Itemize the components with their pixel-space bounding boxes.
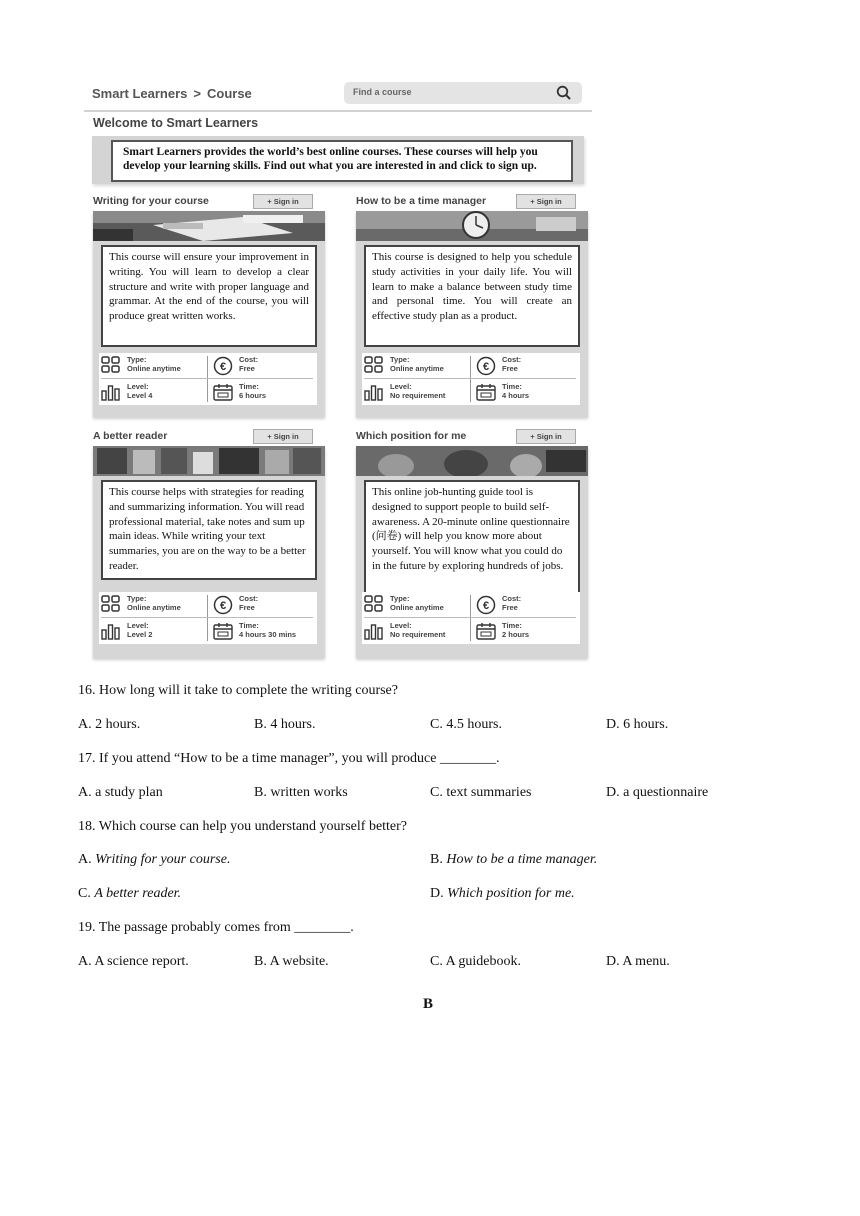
stat-value: Free [239, 603, 255, 612]
grid-icon [101, 595, 121, 613]
course-header-which-position [356, 429, 588, 445]
webpage-screenshot [84, 72, 596, 664]
page-title: Welcome to Smart Learners [93, 116, 259, 130]
divider [207, 595, 208, 641]
option-b[interactable]: B. A website. [254, 954, 329, 969]
stat-value: Online anytime [127, 364, 181, 373]
option-c[interactable]: C. 4.5 hours. [430, 717, 502, 732]
euro-icon [476, 595, 496, 615]
course-card-writing [93, 211, 325, 417]
question-16: 16. How long will it take to complete the writing course? [78, 683, 398, 698]
stat-value: 2 hours [502, 630, 530, 639]
course-title: A better reader [93, 430, 168, 442]
course-header-time-manager [356, 194, 588, 210]
option-letter: B. [430, 852, 443, 867]
course-card-better-reader [93, 446, 325, 658]
course-stats [362, 353, 580, 405]
stat-label: Type: [127, 594, 147, 603]
option-a[interactable] [78, 852, 230, 868]
stat-value: Online anytime [127, 603, 181, 612]
stat-label: Type: [390, 594, 410, 603]
sign-in-button[interactable]: + Sign in [516, 194, 576, 209]
course-header-writing [93, 194, 325, 210]
course-stats [99, 353, 317, 405]
stat-level [99, 619, 205, 643]
option-b[interactable]: B. written works [254, 785, 348, 800]
stat-label: Cost: [502, 594, 522, 603]
grid-icon [101, 356, 121, 374]
stat-label: Time: [502, 621, 522, 630]
calendar-icon [213, 622, 233, 640]
option-text: A better reader. [94, 886, 182, 901]
svg-text:€: € [482, 600, 490, 612]
stat-value: Free [502, 603, 518, 612]
sign-in-button[interactable]: + Sign in [253, 194, 313, 209]
stat-value: Online anytime [390, 603, 444, 612]
divider [364, 617, 576, 618]
euro-icon [213, 356, 233, 376]
bar-chart-icon [364, 383, 384, 401]
stat-cost [474, 353, 580, 377]
grid-icon [364, 356, 384, 374]
stat-value: Free [239, 364, 255, 373]
option-d[interactable]: D. 6 hours. [606, 717, 669, 732]
course-photo [93, 211, 325, 241]
breadcrumb [92, 86, 252, 101]
course-card-which-position [356, 446, 588, 658]
stat-time [474, 380, 580, 404]
stat-label: Level: [127, 382, 149, 391]
stat-cost [474, 592, 580, 616]
stat-level [362, 619, 468, 643]
stat-value: 6 hours [239, 391, 267, 400]
course-header-better-reader [93, 429, 325, 445]
option-text: Which position for me. [447, 886, 575, 901]
course-card-time-manager [356, 211, 588, 417]
stat-label: Level: [127, 621, 149, 630]
divider [101, 378, 313, 379]
course-photo [93, 446, 325, 476]
divider [364, 378, 576, 379]
course-description: This course helps with strategies for reading and summarizing information. You will read professional material, take notes and sum up main ideas. While writing your text summaries, you are on the way to be a better reader. [101, 480, 317, 580]
stat-time [211, 380, 317, 404]
question-17: 17. If you attend “How to be a time manager”, you will produce ________. [78, 751, 500, 766]
stat-value: Online anytime [390, 364, 444, 373]
stat-type [99, 353, 205, 377]
option-c[interactable]: C. A guidebook. [430, 954, 522, 969]
sign-in-button[interactable]: + Sign in [516, 429, 576, 444]
option-c[interactable] [78, 886, 181, 902]
stat-label: Time: [239, 382, 259, 391]
stat-time [474, 619, 580, 643]
course-description: This course is designed to help you schedule study activities in your daily life. You will learn to make a balance between study time and personal time. You will create an effective study plan as a product. [364, 245, 580, 347]
search-icon[interactable] [556, 85, 572, 101]
divider [207, 356, 208, 402]
calendar-icon [476, 383, 496, 401]
option-letter: C. [78, 886, 91, 901]
stat-cost [211, 353, 317, 377]
calendar-icon [476, 622, 496, 640]
option-a[interactable]: A. 2 hours. [78, 717, 141, 732]
divider [101, 617, 313, 618]
option-a[interactable]: A. a study plan [78, 785, 163, 800]
divider [470, 595, 471, 641]
search-placeholder: Find a course [353, 87, 412, 97]
stat-label: Cost: [239, 594, 259, 603]
stat-label: Time: [502, 382, 522, 391]
stat-label: Level: [390, 382, 412, 391]
stat-type [99, 592, 205, 616]
option-c[interactable]: C. text summaries [430, 785, 532, 800]
stat-label: Level: [390, 621, 412, 630]
option-letter: A. [78, 852, 92, 867]
course-photo [356, 446, 588, 476]
question-19: 19. The passage probably comes from ________. [78, 920, 354, 935]
euro-icon [213, 595, 233, 615]
grid-icon [364, 595, 384, 613]
course-title: Writing for your course [93, 195, 209, 207]
option-d[interactable]: D. A menu. [606, 954, 670, 969]
stat-value: Level 4 [127, 391, 153, 400]
course-photo [356, 211, 588, 241]
stat-value: 4 hours 30 mins [239, 630, 297, 639]
divider [470, 356, 471, 402]
svg-text:€: € [219, 361, 227, 373]
breadcrumb-current[interactable]: Course [206, 86, 252, 101]
stat-value: Free [502, 364, 518, 373]
stat-label: Cost: [502, 355, 522, 364]
stat-cost [211, 592, 317, 616]
stat-label: Cost: [239, 355, 259, 364]
stat-level [362, 380, 468, 404]
option-text: How to be a time manager. [446, 852, 598, 867]
option-text: Writing for your course. [95, 852, 231, 867]
section-heading: B [423, 996, 434, 1012]
calendar-icon [213, 383, 233, 401]
bar-chart-icon [101, 383, 121, 401]
option-b[interactable]: B. 4 hours. [254, 717, 316, 732]
breadcrumb-separator: > [193, 86, 201, 101]
euro-icon [476, 356, 496, 376]
course-description: This course will ensure your improvement in writing. You will learn to develop a clear structure and write with proper language and grammar. At the end of the course, you will produce great written works. [101, 245, 317, 347]
stat-value: 4 hours [502, 391, 530, 400]
stat-value: No requirement [390, 391, 446, 400]
course-stats [362, 592, 580, 644]
stat-time [211, 619, 317, 643]
svg-text:€: € [219, 600, 227, 612]
stat-type [362, 592, 468, 616]
stat-type [362, 353, 468, 377]
stat-label: Time: [239, 621, 259, 630]
stat-level [99, 380, 205, 404]
stat-value: No requirement [390, 630, 446, 639]
intro-box [92, 136, 584, 184]
svg-text:€: € [482, 361, 490, 373]
option-d[interactable] [430, 886, 575, 902]
bar-chart-icon [364, 622, 384, 640]
option-letter: D. [430, 886, 444, 901]
question-18: 18. Which course can help you understand yourself better? [78, 819, 408, 834]
intro-text: Smart Learners provides the world’s best online courses. These courses will help you develop your learning skills. Find out what you are interested in and click to sign up. [123, 146, 538, 172]
top-bar [84, 78, 592, 112]
sign-in-button[interactable]: + Sign in [253, 429, 313, 444]
option-b[interactable] [430, 852, 597, 868]
stat-value: Level 2 [127, 630, 153, 639]
course-title: How to be a time manager [356, 195, 487, 207]
option-a[interactable]: A. A science report. [78, 954, 189, 969]
stat-label: Type: [127, 355, 147, 364]
bar-chart-icon [101, 622, 121, 640]
breadcrumb-home[interactable]: Smart Learners [92, 86, 188, 101]
search-input[interactable] [344, 82, 582, 104]
course-description: This online job-hunting guide tool is designed to support people to build self-awareness. A 20-minute online questionnaire (问卷) will help you know more about yourself. You will know what you could do in the future by exploring hundreds of jobs. [364, 480, 580, 594]
course-stats [99, 592, 317, 644]
option-d[interactable]: D. a questionnaire [606, 785, 709, 800]
stat-label: Type: [390, 355, 410, 364]
course-title: Which position for me [356, 430, 467, 442]
